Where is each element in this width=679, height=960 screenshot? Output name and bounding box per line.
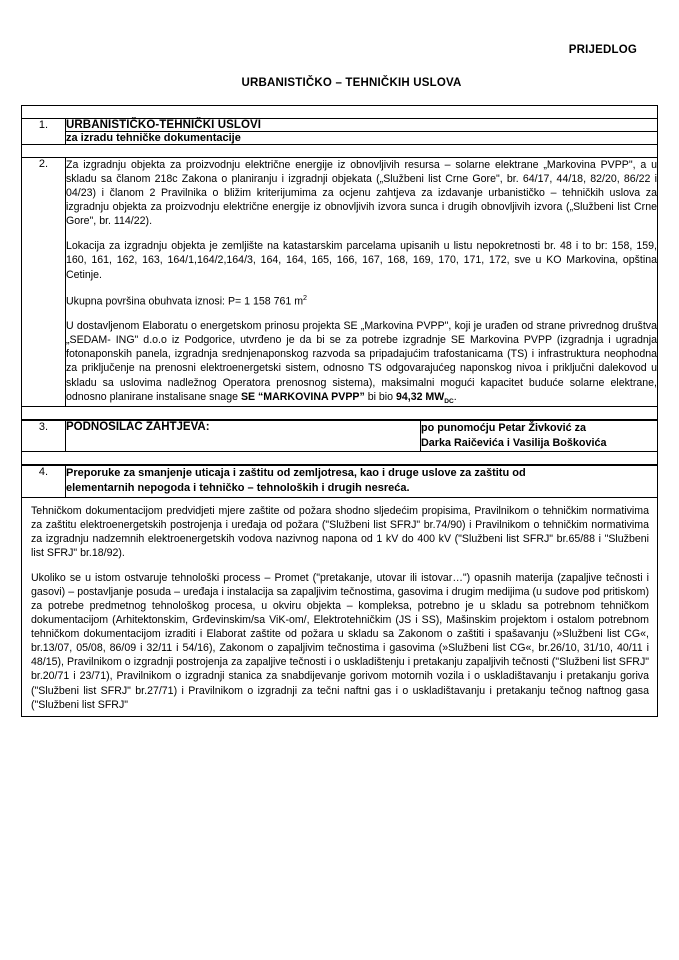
row-number-3: 3.	[22, 421, 66, 452]
spacer-cell	[22, 106, 658, 119]
plant-name-bold: SE “MARKOVINA PVPP”	[240, 390, 365, 403]
paragraph-location: Lokacija za izgradnju objekta je zemljište na katastarskim parcelama upisanih u listu nepokretnosti br. 48 i to br: 158, 159, 160, 161, 162, 163, 164/1,164/2,164/3, 164, 164, 165, 166, 167, 168, 169, 170, 171, 172, sve u KO Markovina, opština Cetinje.	[66, 240, 657, 281]
capacity-mid-text: bi bio	[364, 390, 396, 403]
capacity-lead-text: U dostavljenom Elaboratu o energetskom prinosu projekta SE „Markovina PVPP", koji je urađen od strane privrednog društva „SEDAM- ING" d.o.o iz Podgorice, utvrđeno je da bi se za potrebe izgradnje SE Markovina PVPP (izgradnja i ugradnja fotonaponskih panela, izgradnja srednjenaponskog razvoda sa pripadajućim trafostanicama (TS) i infrastruktura neophodna za priključenje na prenosni elektroenergetski sistem, odnosno TS odgovarajućeg naponskog nivoa i priključni dalekovod u skladu sa uslovima nadležnog Operatora prenosnog sistema), maksimalni mogući kapacitet buduće solarne elektrane, odnosno planirane instalisane snage	[66, 320, 657, 403]
spacer-cell	[22, 452, 658, 465]
table-row	[22, 466, 658, 497]
capacity-value: 94,32 MW	[395, 390, 445, 403]
capacity-end-text: .	[453, 390, 457, 403]
table-spacer-row	[22, 452, 658, 465]
table-row	[22, 497, 658, 716]
uts-subtitle-text: za izradu tehničke dokumentacije	[66, 132, 241, 144]
row-number-4: 4.	[22, 466, 66, 497]
page-title: URBANISTIČKO – TEHNIČKIH USLOVA	[241, 77, 462, 89]
proposal-label: PRIJEDLOG	[568, 44, 637, 56]
table-row	[22, 158, 658, 407]
applicant-table	[21, 420, 658, 465]
recommendations-heading-line-1: Preporuke za smanjenje uticaja i zaštitu od zemljotresa, kao i druge uslove za zaštitu od	[66, 467, 526, 480]
description-cell	[66, 158, 658, 407]
table-spacer-row	[22, 145, 658, 158]
table-row	[22, 421, 658, 452]
recommendations-body-cell	[22, 497, 658, 716]
spacer-cell	[22, 407, 658, 420]
uts-title-text: URBANISTIČKO-TEHNIČKI USLOVI	[66, 119, 262, 131]
recommendations-table	[21, 465, 658, 716]
capacity-unit-subscript: DC	[444, 397, 454, 405]
paragraph-fire-protection: Tehničkom dokumentacijom predvidjeti mjere zaštite od požara shodno sljedećim propisima, Pravilnikom o tehničkim normativima za zaštitu elektroenergetskih postrojenja i uređaja od požara ("Službeni list SFRJ" br.74/90) i Pravilnikom o tehničkim normativima za izgradnju nadzemnih elektroenergetskih vodova nazivnog napona od 1 kV do 400 kV ("Službeni list SFRJ" br.65/88 i "Službeni list SFRJ" br.18/92).	[31, 504, 649, 559]
paragraph-area	[66, 293, 657, 309]
paragraph-hazardous-materials: Ukoliko se u istom ostvaruje tehnološki process – Promet ("pretakanje, utovar ili istovar…") opasnih materija (zapaljive tečnosti i gasovi) – postavljanje posuda – uređaja i instalacija sa zapaljivim tečnostima, gasovima i drugim medijima (u sudove pod pritiskom) za potrebe predmetnog tehnološkog procesa, u okviru objekta – kompleksa, potrebno je u skladu sa potrebnom tehničkom dokumentacijom (Arhitektonskim, Grđevinskim/sa ViK-om/, Elektrotehničkim (JS i SS), Mašinskim projektom i ostalom potrebnom tehničkom dokumentacijom izraditi i Elaborat zaštite od požara u skladu sa Zakonom o zaštiti i spašavanju (»Službeni list CG«, br.13/07, 05/08, 86/09 i 32/11 i 54/16), Zakonom o zapaljivim tečnostima i gasovima (»Službeni list CG«, br.26/10, 31/10, 40/11 i 48/15), Pravilnikom o izgradnji postrojenja za zapaljive tečnosti i o uskladištenju i pretakanju zapaljivih tečnosti ("Službeni list SFRJ" br.20/71 i 23/71), Pravilnikom o izgradnji stanica za snabdijevanje gorivom motornih vozila i o uskladištavanju i pretakanju goriva ("Službeni list SFRJ" br.27/71) i Pravilnikom o izgradnji za tečni naftni gas i o uskladištavanju i pretakanju tečnog naftnog gasa ("Službeni list SFRJ"	[31, 571, 649, 711]
table-row	[22, 119, 658, 132]
recommendations-heading-line-2: elementarnih nepogoda i tehničko – tehnoloških i drugih nesreća.	[66, 482, 410, 495]
uts-table	[21, 105, 658, 420]
paragraph-capacity	[66, 319, 657, 406]
table-spacer-row	[22, 407, 658, 420]
applicant-label-cell: PODNOSILAC ZAHTJEVA:	[66, 421, 421, 452]
uts-title-cell	[66, 119, 658, 132]
applicant-line-2: Darka Raičevića i Vasilija Boškovića	[421, 437, 607, 450]
area-superscript: 2	[303, 292, 308, 302]
table-spacer-row	[22, 106, 658, 119]
row-number-1: 1.	[22, 119, 66, 145]
row-number-2: 2.	[22, 158, 66, 407]
spacer-cell	[22, 145, 658, 158]
applicant-value-cell	[421, 421, 658, 452]
applicant-line-1: po punomoćju Petar Živković za	[421, 422, 586, 435]
uts-subtitle-cell	[66, 132, 658, 145]
area-text: Ukupna površina obuhvata iznosi: P= 1 158 761 m	[66, 295, 304, 308]
recommendations-heading-cell	[66, 466, 658, 497]
paragraph-legal-basis: Za izgradnju objekta za proizvodnju električne energije iz obnovljivih resursa – solarne elektrane „Markovina PVPP", a u skladu sa članom 218c Zakona o planiranju i izgradnji objekata („Službeni list Crne Gore", br. 64/17, 44/18, 82/20, 86/22 i 04/23) i članom 2 Pravilnika o bližim kriterijumima za ocjenu zahtjeva za izdavanje urbanističko – tehničkih uslova za izgradnju objekta za proizvodnju električne energije iz obnovljivih izvora sunca i drugih obnovljivih izvora („Službeni list Crne Gore", br. 114/22).	[66, 159, 657, 228]
table-row	[22, 132, 658, 145]
